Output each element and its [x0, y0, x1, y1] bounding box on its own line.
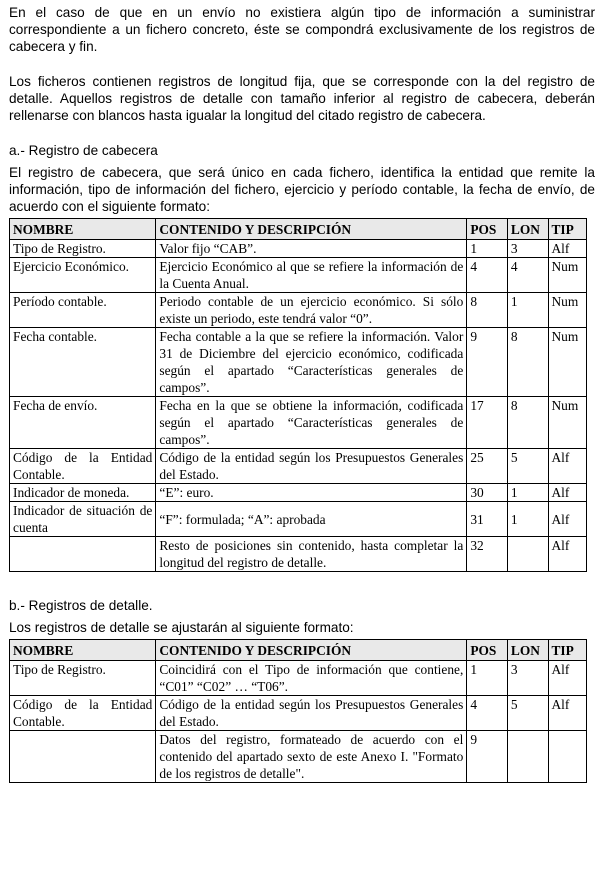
cell-pos: 8 — [467, 293, 508, 328]
cell-lon — [507, 731, 548, 783]
cell-tip: Alf — [548, 484, 587, 502]
cell-tip — [548, 731, 587, 783]
cell-lon — [507, 537, 548, 572]
cell-contenido: Fecha en la que se obtiene la información, codificada según el apartado “Características generales de campos”. — [156, 397, 467, 449]
table-row — [10, 328, 587, 397]
cell-nombre: Indicador de moneda. — [10, 484, 156, 502]
cell-pos: 4 — [467, 696, 508, 731]
cell-contenido: Coincidirá con el Tipo de información que contiene, “C01” “C02” … “T06”. — [156, 661, 467, 696]
column-header-lon: LON — [507, 219, 548, 240]
cell-tip: Num — [548, 397, 587, 449]
cell-pos: 9 — [467, 731, 508, 783]
detail-record-table — [9, 639, 587, 783]
cell-nombre: Código de la Entidad Contable. — [10, 449, 156, 484]
cell-pos: 1 — [467, 240, 508, 258]
cell-pos: 31 — [467, 502, 508, 537]
cell-nombre — [10, 537, 156, 572]
cell-tip: Alf — [548, 240, 587, 258]
cell-contenido: Periodo contable de un ejercicio económico. Si sólo existe un periodo, este tendrá valor “0”. — [156, 293, 467, 328]
table-row — [10, 537, 587, 572]
cell-nombre: Tipo de Registro. — [10, 661, 156, 696]
table-row — [10, 484, 587, 502]
column-header-nombre: NOMBRE — [10, 219, 156, 240]
cell-pos: 1 — [467, 661, 508, 696]
cell-nombre: Fecha de envío. — [10, 397, 156, 449]
cell-pos: 25 — [467, 449, 508, 484]
cell-tip: Num — [548, 258, 587, 293]
cell-contenido: “E”: euro. — [156, 484, 467, 502]
cell-contenido: Resto de posiciones sin contenido, hasta completar la longitud del registro de detalle. — [156, 537, 467, 572]
cell-lon: 8 — [507, 397, 548, 449]
cell-contenido: Valor fijo “CAB”. — [156, 240, 467, 258]
cell-pos: 4 — [467, 258, 508, 293]
cell-pos: 9 — [467, 328, 508, 397]
table-row — [10, 293, 587, 328]
cell-contenido: Código de la entidad según los Presupuestos Generales del Estado. — [156, 696, 467, 731]
table-header-row — [10, 219, 587, 240]
paragraph-empty-submission: En el caso de que en un envío no existiera algún tipo de información a suministrar correspondiente a un fichero concreto, éste se compondrá exclusivamente de los registros de cabecera y fin. — [9, 5, 595, 54]
cell-lon: 1 — [507, 484, 548, 502]
column-header-contenido: CONTENIDO Y DESCRIPCIÓN — [156, 219, 467, 240]
cell-tip: Alf — [548, 696, 587, 731]
cell-lon: 3 — [507, 661, 548, 696]
table-row — [10, 397, 587, 449]
table-row — [10, 696, 587, 731]
cell-nombre: Tipo de Registro. — [10, 240, 156, 258]
cell-contenido: Ejercicio Económico al que se refiere la información de la Cuenta Anual. — [156, 258, 467, 293]
table-row — [10, 449, 587, 484]
cell-nombre: Código de la Entidad Contable. — [10, 696, 156, 731]
cell-contenido: Código de la entidad según los Presupuestos Generales del Estado. — [156, 449, 467, 484]
cell-tip: Alf — [548, 449, 587, 484]
paragraph-fixed-length-records: Los ficheros contienen registros de longitud fija, que se corresponde con la del registro de detalle. Aquellos registros de detalle con tamaño inferior al registro de cabecera, deberán rellenarse con blancos hasta igualar la longitud del citado registro de cabecera. — [9, 74, 595, 123]
cell-lon: 1 — [507, 293, 548, 328]
cell-pos: 30 — [467, 484, 508, 502]
cell-nombre: Fecha contable. — [10, 328, 156, 397]
cell-nombre — [10, 731, 156, 783]
column-header-pos: POS — [467, 219, 508, 240]
cell-lon: 8 — [507, 328, 548, 397]
cell-lon: 5 — [507, 696, 548, 731]
section-b-heading: b.- Registros de detalle. — [9, 598, 153, 613]
column-header-tip: TIP — [548, 640, 587, 661]
section-b-intro: Los registros de detalle se ajustarán al siguiente formato: — [9, 620, 354, 635]
column-header-tip: TIP — [548, 219, 587, 240]
table-row — [10, 731, 587, 783]
cell-nombre: Ejercicio Económico. — [10, 258, 156, 293]
cell-contenido: “F”: formulada; “A”: aprobada — [156, 502, 467, 537]
cell-pos: 17 — [467, 397, 508, 449]
cell-tip: Alf — [548, 502, 587, 537]
table-row — [10, 240, 587, 258]
cell-lon: 5 — [507, 449, 548, 484]
cell-tip: Alf — [548, 537, 587, 572]
table-row — [10, 258, 587, 293]
cell-lon: 3 — [507, 240, 548, 258]
section-a-intro: El registro de cabecera, que será único en cada fichero, identifica la entidad que remite la información, tipo de información del fichero, ejercicio y período contable, la fecha de envío, de acuerdo con el siguiente formato: — [9, 165, 595, 214]
cell-pos: 32 — [467, 537, 508, 572]
table-header-row — [10, 640, 587, 661]
header-record-table — [9, 218, 587, 572]
cell-contenido: Datos del registro, formateado de acuerdo con el contenido del apartado sexto de este Anexo I. "Formato de los registros de detalle". — [156, 731, 467, 783]
cell-contenido: Fecha contable a la que se refiere la información. Valor 31 de Diciembre del ejercicio económico, codificada según el apartado “Características generales de campos”. — [156, 328, 467, 397]
cell-lon: 1 — [507, 502, 548, 537]
cell-nombre: Período contable. — [10, 293, 156, 328]
column-header-contenido: CONTENIDO Y DESCRIPCIÓN — [156, 640, 467, 661]
cell-tip: Num — [548, 328, 587, 397]
cell-tip: Num — [548, 293, 587, 328]
document-page — [9, 0, 595, 783]
section-a-heading: a.- Registro de cabecera — [9, 143, 158, 158]
column-header-nombre: NOMBRE — [10, 640, 156, 661]
table-row — [10, 502, 587, 537]
cell-lon: 4 — [507, 258, 548, 293]
column-header-pos: POS — [467, 640, 508, 661]
column-header-lon: LON — [507, 640, 548, 661]
table-row — [10, 661, 587, 696]
cell-nombre: Indicador de situación de cuenta — [10, 502, 156, 537]
cell-tip: Alf — [548, 661, 587, 696]
